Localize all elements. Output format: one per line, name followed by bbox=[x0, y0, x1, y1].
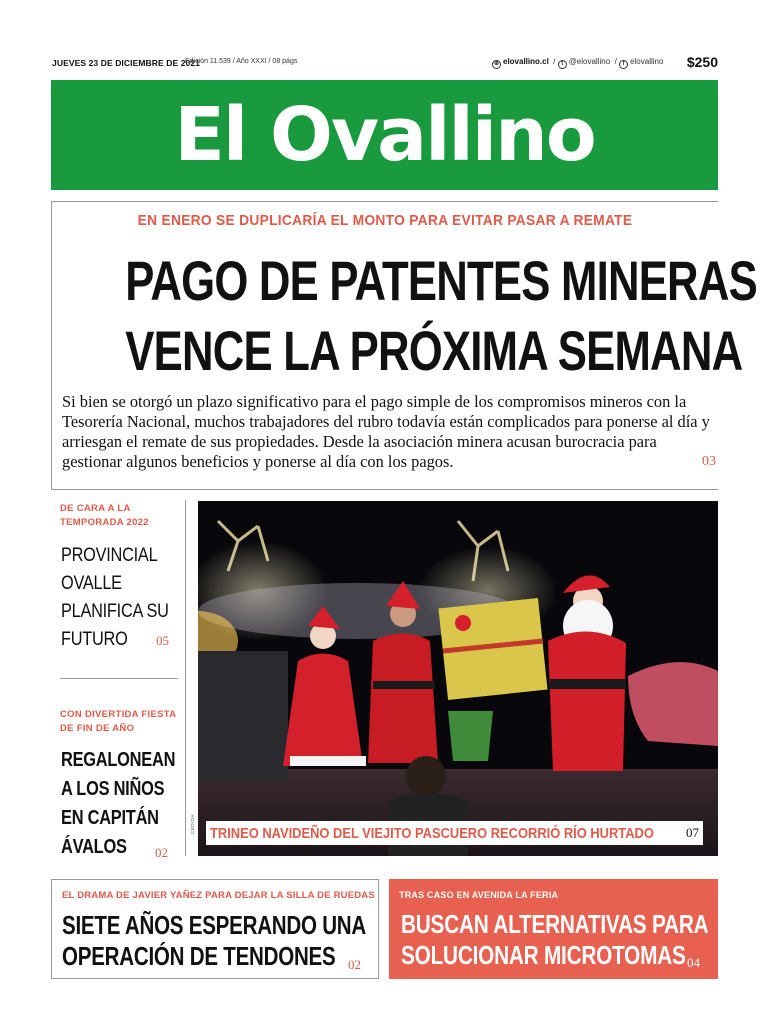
cover-price: $250 bbox=[686, 54, 718, 70]
sidebar-story-1-kicker: DE CARA A LA TEMPORADA 2022 bbox=[60, 503, 149, 528]
lead-deck: Si bien se otorgó un plazo significativo para el pago simple de los compromisos mineros con la Tesorería Nacional, muchos trabajadores del rubro todavía están complicados para ponerse al día y arriesgan el remate de sus propiedades. Desde la asociación minera acusan burocracia para gestionar algunos beneficios y ponerse al día con los pagos. bbox=[62, 392, 710, 471]
social-links: ⊕ elovallino.cl / t @elovallino / f elovallino bbox=[493, 57, 664, 67]
facebook-icon: f bbox=[619, 60, 628, 69]
headline-line: ÁVALOS bbox=[61, 836, 127, 858]
sidebar-story-2-page: 02 bbox=[155, 845, 168, 860]
globe-icon: ⊕ bbox=[493, 61, 500, 67]
bottom-story-right[interactable] bbox=[389, 879, 718, 979]
bottom-left-page-ref: 02 bbox=[348, 957, 361, 972]
lead-headline-line-2: VENCE LA PRÓXIMA SEMANA bbox=[125, 319, 743, 382]
caption-text: TRINEO NAVIDEÑO DEL VIEJITO PASCUERO RECORRIÓ RÍO HURTADO bbox=[210, 824, 654, 842]
top-info-bar bbox=[52, 54, 718, 74]
headline-line: SIETE AÑOS ESPERANDO UNA bbox=[62, 910, 366, 940]
caption-page-ref: 07 bbox=[686, 825, 699, 840]
sidebar bbox=[52, 500, 186, 860]
bottom-right-headline bbox=[401, 909, 708, 971]
sidebar-story-1-headline[interactable] bbox=[61, 542, 169, 654]
photo-caption[interactable] bbox=[206, 821, 703, 845]
photo-credit: CEDIDA bbox=[190, 813, 195, 834]
lead-kicker: EN ENERO SE DUPLICARÍA EL MONTO PARA EVITAR PASAR A REMATE bbox=[137, 212, 633, 229]
headline-line: OPERACIÓN DE TENDONES bbox=[62, 941, 336, 971]
masthead bbox=[51, 80, 718, 190]
sidebar-story-1-page: 05 bbox=[156, 633, 169, 648]
sidebar-story-2-kicker: CON DIVERTIDA FIESTA DE FIN DE AÑO bbox=[60, 709, 177, 734]
headline-line: BUSCAN ALTERNATIVAS PARA bbox=[401, 909, 709, 939]
feature-photo[interactable] bbox=[198, 501, 718, 856]
headline-line: OVALLE bbox=[61, 573, 122, 594]
edition-info: Edición 11.539 / Año XXXI / 08 págs bbox=[185, 58, 298, 65]
newspaper-logo: El Ovallino bbox=[174, 92, 595, 178]
headline-line: PROVINCIAL bbox=[61, 545, 158, 566]
issue-date: JUEVES 23 DE DICIEMBRE DE 2021 bbox=[52, 58, 201, 68]
twitter-icon: t bbox=[558, 60, 567, 69]
headline-line: FUTURO bbox=[61, 629, 128, 650]
headline-line: REGALONEAN bbox=[61, 749, 176, 771]
bottom-story-left[interactable] bbox=[51, 879, 379, 979]
lead-headline bbox=[125, 246, 757, 386]
headline-line: PLANIFICA SU bbox=[61, 601, 169, 622]
lead-page-ref: 03 bbox=[702, 454, 716, 469]
divider bbox=[60, 678, 178, 679]
lead-headline-line-1: PAGO DE PATENTES MINERAS bbox=[125, 249, 757, 312]
bottom-right-page-ref: 04 bbox=[687, 955, 700, 970]
website-link[interactable]: elovallino.cl bbox=[503, 57, 549, 66]
bottom-left-kicker: EL DRAMA DE JAVIER YAÑEZ PARA DEJAR LA SILLA DE RUEDAS bbox=[62, 890, 375, 901]
bottom-right-kicker: TRAS CASO EN AVENIDA LA FERIA bbox=[399, 890, 559, 900]
bottom-left-headline bbox=[62, 910, 366, 972]
lead-story[interactable] bbox=[51, 201, 757, 490]
facebook-handle[interactable]: elovallino bbox=[630, 57, 664, 66]
headline-line: A LOS NIÑOS bbox=[61, 778, 165, 800]
santa-sleigh-image bbox=[198, 501, 718, 856]
twitter-handle[interactable]: @elovallino bbox=[568, 57, 611, 66]
headline-line: SOLUCIONAR MICROTOMAS bbox=[401, 940, 686, 970]
headline-line: EN CAPITÁN bbox=[61, 807, 159, 829]
